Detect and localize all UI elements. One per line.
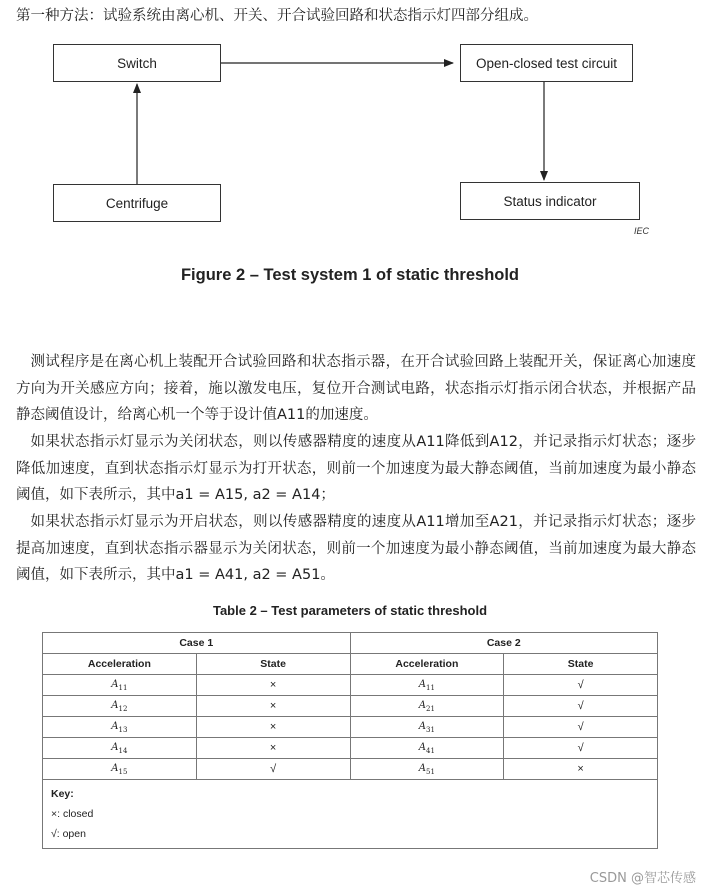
case2-acceleration-header: Acceleration [350, 654, 504, 675]
status-indicator-box: Status indicator [460, 182, 640, 220]
table-row [43, 717, 658, 738]
table-key [43, 780, 658, 849]
table-row [43, 696, 658, 717]
table-row [43, 675, 658, 696]
table-row [43, 738, 658, 759]
acceleration-value: $A_{14}$ [111, 742, 128, 755]
acceleration-value: $A_{13}$ [111, 721, 128, 734]
case2-state-header: State [504, 654, 658, 675]
state-value: × [196, 717, 350, 738]
table-row [43, 759, 658, 780]
table-key-row [43, 780, 658, 849]
table-body [43, 675, 658, 849]
paragraph-decrease: 如果状态指示灯显示为关闭状态，则以传感器精度的速度从A11降低到A12，并记录指示灯状态；逐步降低加速度，直到状态指示灯显示为打开状态，则前一个加速度为最大静态阈值，当前加速度为最小静态阈值，如下表所示，其中a1 = A15, a2 = A14； [16, 434, 696, 503]
csdn-watermark: CSDN @智芯传感 [589, 871, 696, 886]
paragraph-procedure: 测试程序是在离心机上装配开合试验回路和状态指示器，在开合试验回路上装配开关，保证离心加速度方向为开关感应方向；接着，施以激发电压，复位开合测试电路，状态指示灯指示闭合状态，并根据产品静态阈值设计，给离心机一个等于设计值A11的加速度。 [16, 354, 696, 423]
acceleration-value: $A_{11}$ [111, 679, 128, 692]
static-threshold-table [42, 632, 658, 849]
acceleration-value: $A_{21}$ [418, 700, 435, 713]
acceleration-value: $A_{15}$ [111, 763, 128, 776]
acceleration-value: $A_{31}$ [418, 721, 435, 734]
acceleration-value: $A_{11}$ [418, 679, 435, 692]
state-value: √ [196, 759, 350, 780]
centrifuge-box: Centrifuge [53, 184, 221, 222]
state-value: × [504, 759, 658, 780]
state-value: √ [504, 717, 658, 738]
paragraph-increase: 如果状态指示灯显示为开启状态，则以传感器精度的速度从A11增加至A21，并记录指示灯状态；逐步提高加速度，直到状态指示器显示为关闭状态，则前一个加速度为最小静态阈值，当前加速度为最大静态阈值，如下表所示，其中a1 = A41, a2 = A51。 [16, 514, 696, 583]
acceleration-value: $A_{41}$ [418, 742, 435, 755]
acceleration-value: $A_{51}$ [418, 763, 435, 776]
open-closed-circuit-box: Open-closed test circuit [460, 44, 633, 82]
acceleration-value: $A_{12}$ [111, 700, 128, 713]
state-value: × [196, 738, 350, 759]
key-title: Key: [51, 788, 74, 800]
state-value: × [196, 696, 350, 717]
figure-caption: Figure 2 – Test system 1 of static threshold [180, 266, 520, 284]
iec-mark: IEC [634, 226, 650, 236]
state-value: √ [504, 675, 658, 696]
switch-box: Switch [53, 44, 221, 82]
intro-sentence: 第一种方法：试验系统由离心机、开关、开合试验回路和状态指示灯四部分组成。 [16, 8, 538, 24]
case2-header: Case 2 [350, 633, 658, 654]
key-open: √: open [51, 828, 86, 840]
case1-header: Case 1 [43, 633, 351, 654]
key-closed: ×: closed [51, 808, 94, 820]
case1-state-header: State [196, 654, 350, 675]
state-value: √ [504, 738, 658, 759]
state-value: √ [504, 696, 658, 717]
state-value: × [196, 675, 350, 696]
test-system-diagram [0, 0, 712, 300]
case1-acceleration-header: Acceleration [43, 654, 197, 675]
table-title: Table 2 – Test parameters of static threshold [212, 603, 488, 618]
